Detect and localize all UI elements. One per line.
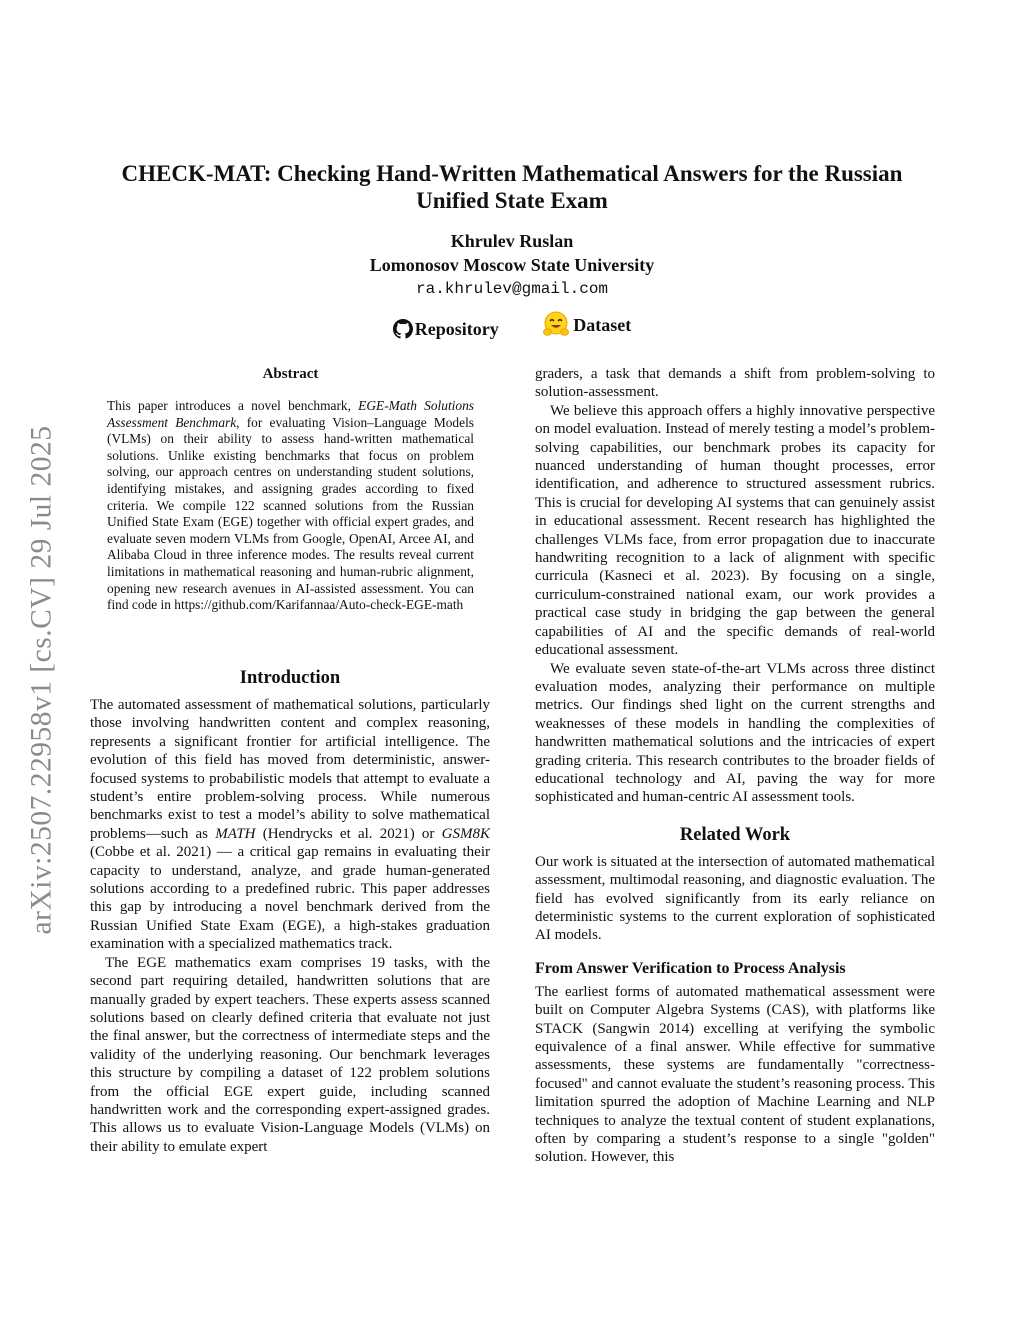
github-icon xyxy=(393,319,413,339)
related-work-heading: Related Work xyxy=(679,824,791,845)
abstract-heading: Abstract xyxy=(262,366,319,382)
math-benchmark-name: MATH xyxy=(215,825,256,842)
arxiv-sidebar xyxy=(20,371,64,989)
hugging-face-icon xyxy=(541,311,571,339)
dataset-link[interactable] xyxy=(541,311,631,339)
right-column xyxy=(535,365,935,1167)
benchmark-name: EGE-Math Solutions Assessment Benchmark xyxy=(107,398,474,430)
intro-paragraph-continued: graders, a task that demands a shift from problem-solving to solution-assessment. xyxy=(535,366,935,401)
intro-text-part: The automated assessment of mathematical solutions, particularly those involving handwritten content and complex reasoning, represents a significant frontier for artificial intelligence. The evolution of this field has moved from deterministic, answer-focused systems to probabilistic models that attempt to evaluate a student’s entire problem-solving process. While numerous benchmarks exist to test a model’s ability to solve mathematical problems—such as xyxy=(90,697,490,842)
intro-paragraph: We believe this approach offers a highly innovative perspective on model evaluation. Instead of merely testing a model’s problem-solving capabilities, our benchmark probes its capacity for nuanced understanding of human thought processes, error identification, and adherence to structured assessment rubrics. This is crucial for developing AI systems that can genuinely assist in educational assessment. Recent research has highlighted the challenges VLMs face, from error propagation due to inaccurate handwriting recognition to a lack of alignment with specific curricula (Kasneci et al. 2023). By focusing on a single, curriculum-constrained national exam, our work provides a practical case study in bridging the gap between the general capabilities of AI and the specific demands of real-world educational assessment. xyxy=(535,402,935,659)
introduction-heading: Introduction xyxy=(239,668,341,688)
intro-text-part: (Cobbe et al. 2021) — a critical gap remains in evaluating their capacity to understand, analyze, and grade human-generated solutions according to a predefined rubric. This paper addresses this gap by introducing a novel benchmark derived from the Russian Unified State Exam (EGE), a high-stakes graduation examination with a specialized mathematics track. xyxy=(90,844,490,953)
abstract-text-part: This paper introduces a novel benchmark, xyxy=(107,398,359,413)
gsm8k-benchmark-name: GSM8K xyxy=(441,825,490,842)
intro-paragraph: The EGE mathematics exam comprises 19 tasks, with the second part requiring detailed, handwritten solutions that are manually graded by expert teachers. These experts assess scanned solutions based on clearly defined criteria that evaluate not just the final answer, but the correctness of intermediate steps and the validity of the underlying reasoning. Our benchmark leverages this structure by compiling a dataset of 122 problem solutions from the official EGE expert guide, including scanned handwritten work and the corresponding expert-assigned grades. This allows us to evaluate Vision-Language Models (VLMs) on their ability to emulate expert xyxy=(90,954,490,1155)
abstract-section xyxy=(107,364,474,614)
author-name: Khrulev Ruslan xyxy=(450,231,574,251)
resource-links xyxy=(90,311,934,346)
paper-title: CHECK-MAT: Checking Hand-Written Mathematical Answers for the Russian Unified State Exam xyxy=(121,161,903,213)
intro-paragraph: We evaluate seven state-of-the-art VLMs across three distinct evaluation modes, analyzing their performance on multiple metrics. Our findings shed light on the current strengths and weaknesses of these models in handling the complexities of handwritten mathematical solutions and the intricacies of expert grading criteria. This research contributes to the broader fields of educational technology and AI, paving the way for more sophisticated and human-centric AI assessment tools. xyxy=(535,660,935,806)
intro-paragraph xyxy=(90,696,490,954)
author-affiliation: Lomonosov Moscow State University xyxy=(369,255,655,275)
related-work-paragraph: Our work is situated at the intersection of automated mathematical assessment, multimodal reasoning, and diagnostic evaluation. The field has evolved significantly from its early reliance on deterministic systems to the current exploration of sophisticated AI models. xyxy=(535,853,935,944)
left-column xyxy=(90,666,490,1156)
author-email[interactable]: ra.khrulev@gmail.com xyxy=(415,280,609,298)
arxiv-identifier: arXiv:2507.22958v1 [cs.CV] 29 Jul 2025 xyxy=(25,425,58,935)
related-work-paragraph: The earliest forms of automated mathematical assessment were built on Computer Algebra Systems (CAS), with platforms like STACK (Sangwin 2014) excelling at verifying the symbolic equivalence of a final answer. While effective for summative assessments, these systems are fundamentally "correctness-focused" and cannot evaluate the student’s reasoning process. This limitation spurred the adoption of Machine Learning and NLP techniques to analyze the textual content of student explanations, often by comparing a student’s response to a single "golden" solution. However, this xyxy=(535,983,935,1166)
repository-label: Repository xyxy=(414,319,499,339)
repository-link[interactable] xyxy=(393,316,499,342)
dataset-label: Dataset xyxy=(573,315,632,335)
intro-text-part: (Hendrycks et al. 2021) or xyxy=(255,825,442,842)
author-block xyxy=(90,229,934,346)
abstract-text xyxy=(107,398,474,614)
subsection-heading: From Answer Verification to Process Analysis xyxy=(535,959,846,977)
abstract-text-part: , for evaluating Vision–Language Models (VLMs) on their ability to assess hand-written mathematical solutions. Unlike existing benchmarks that focus on problem solving, our approach centres on understanding student solutions, identifying mistakes, and assigning grades according to fixed criteria. We compile 122 scanned solutions from the Russian Unified State Exam (EGE) together with official expert grades, and evaluate seven modern VLMs from Google, OpenAI, Arcee AI, and Alibaba Cloud in three inference modes. The results reveal current limitations in mathematical reasoning and human-rubric alignment, opening new research avenues in AI-assisted assessment. You can find code in https://github.com/Karifannaa/Auto-check-EGE-math xyxy=(107,414,474,613)
